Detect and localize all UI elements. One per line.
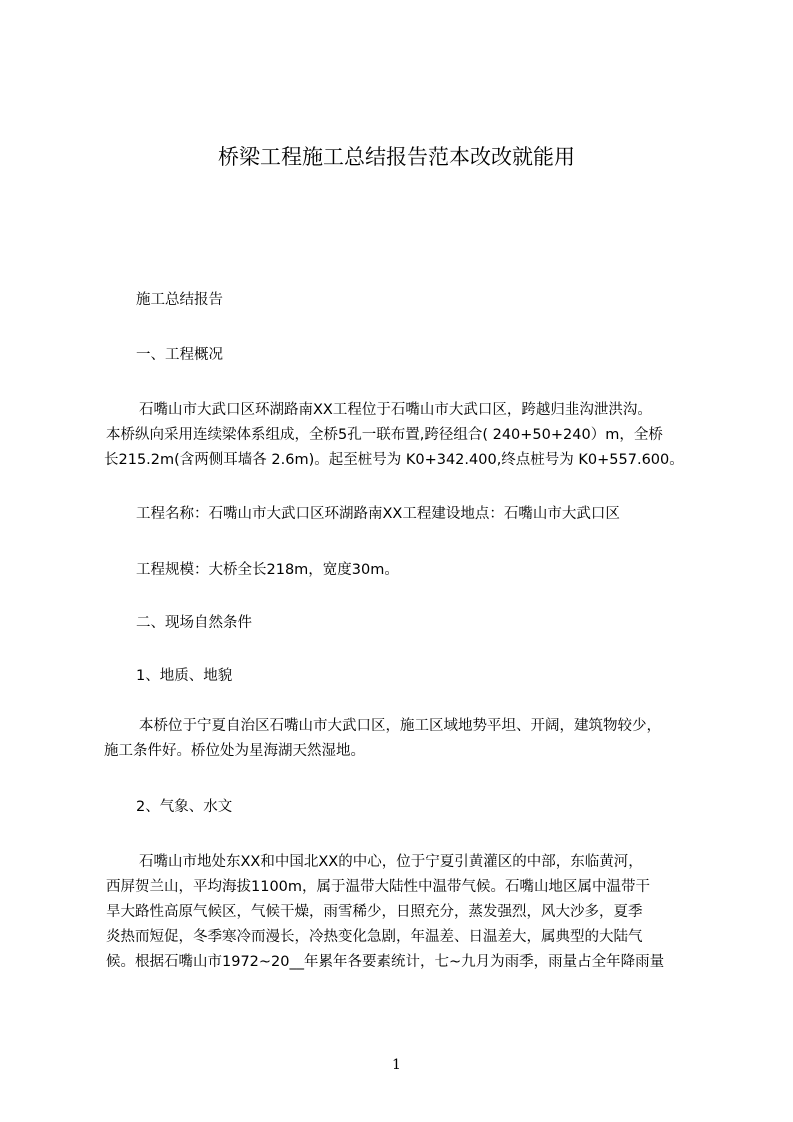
document-title: 桥梁工程施工总结报告范本改改就能用 [218,145,575,169]
paragraph-line: 石嘴山市地处东XX和中国北XX的中心，位于宁夏引黄灌区的中部，东临黄河， [139,854,643,870]
section-heading-natural-conditions: 二、现场自然条件 [136,615,252,631]
paragraph-line: 炎热而短促，冬季寒冷而漫长，冷热变化急剧，年温差、日温差大，属典型的大陆气 [106,929,643,945]
overview-paragraph [104,400,700,475]
paragraph-line: 长215.2m(含两侧耳墙各 2.6m)。起至桩号为 K0+342.400,终点桩号为 K0+557.600。 [104,452,684,468]
paragraph-line: 候。根据石嘴山市1972~20__年累年各要素统计，七~九月为雨季，雨量占全年降雨量 [106,954,665,970]
subsection-heading-climate: 2、气象、水文 [136,799,233,815]
paragraph-line: 施工条件好。桥位处为星海湖天然湿地。 [104,743,365,759]
climate-paragraph [104,852,700,977]
paragraph-line: 石嘴山市大武口区环湖路南XX工程位于石嘴山市大武口区，跨越归韭沟泄洪沟。 [139,402,652,418]
subsection-heading-geology: 1、地质、地貌 [136,668,233,684]
project-scale-line: 工程规模：大桥全长218m，宽度30m。 [136,562,399,578]
project-name-line: 工程名称：石嘴山市大武口区环湖路南XX工程建设地点：石嘴山市大武口区 [136,506,620,522]
paragraph-line: 本桥纵向采用连续梁体系组成，全桥5孔一联布置,跨径组合( 240+50+240）m，全桥 [106,427,663,443]
paragraph-line: 本桥位于宁夏自治区石嘴山市大武口区，施工区域地势平坦、开阔，建筑物较少， [139,718,661,734]
geology-paragraph [104,716,700,766]
paragraph-line: 旱大路性高原气候区，气候干燥，雨雪稀少，日照充分，蒸发强烈，风大沙多，夏季 [106,904,643,920]
paragraph-line: 西屏贺兰山，平均海拔1100m，属于温带大陆性中温带气候。石嘴山地区属中温带干 [106,879,651,895]
page-number: 1 [392,1057,401,1073]
section-heading-overview: 一、工程概况 [136,347,223,363]
report-heading: 施工总结报告 [136,292,223,308]
